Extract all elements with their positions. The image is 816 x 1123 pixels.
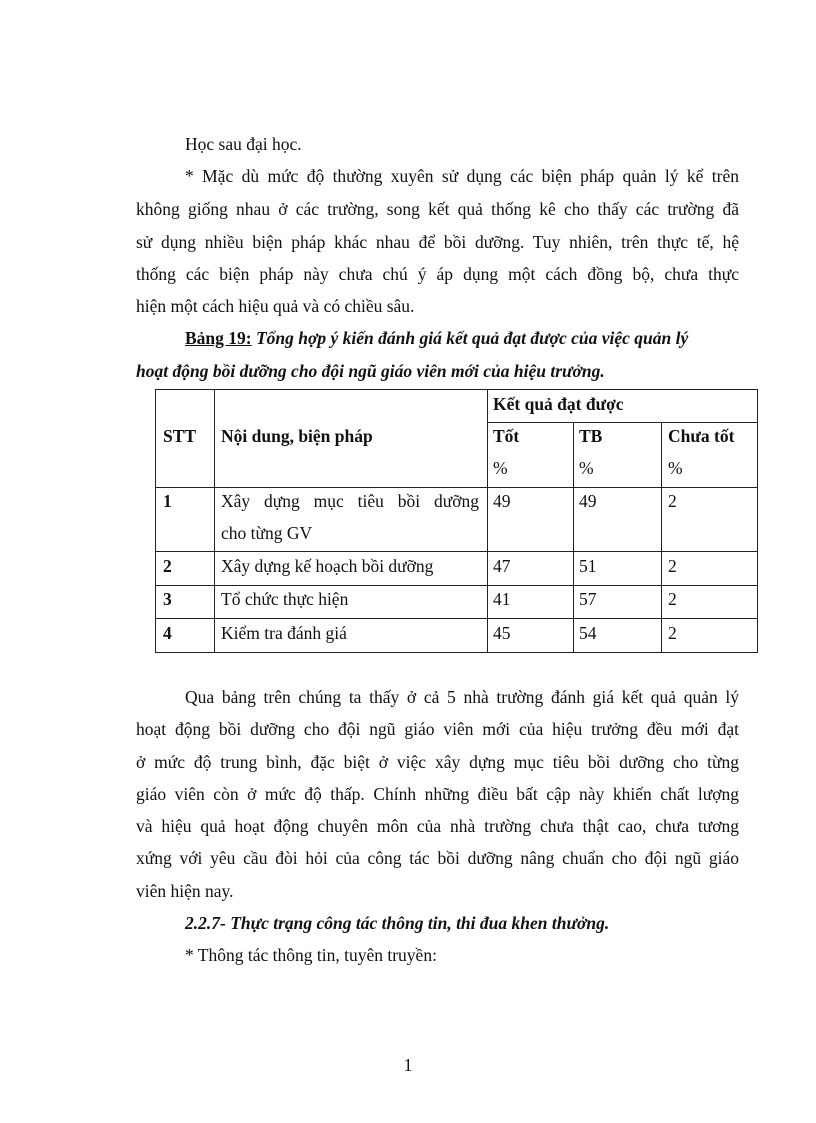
row-tot: 45 (493, 623, 511, 643)
table-caption (185, 328, 739, 348)
text-line: xứng với yêu cầu đòi hỏi của công tác bồi dưỡng nâng chuẩn cho đội ngũ giáo (136, 848, 739, 868)
text-line: hiện một cách hiệu quả và có chiều sâu. (136, 296, 415, 316)
row-content: Tổ chức thực hiện (221, 589, 349, 609)
table-border (155, 585, 758, 586)
table-border (661, 422, 662, 653)
row-content: Xây dựng mục tiêu bồi dưỡng (221, 491, 479, 511)
row-tot: 47 (493, 556, 511, 576)
header-unit: % (668, 458, 683, 478)
row-chua-tot: 2 (668, 556, 677, 576)
table-border (155, 652, 758, 653)
table-border (487, 422, 758, 423)
page-number: 1 (403, 1055, 413, 1075)
row-tb: 51 (579, 556, 597, 576)
caption-label: Bảng 19: (185, 328, 252, 348)
header-chua-tot: Chưa tốt (668, 426, 735, 446)
row-tb: 49 (579, 491, 597, 511)
row-tb: 54 (579, 623, 597, 643)
text-line: ở mức độ trung bình, đặc biệt ở việc xây dựng mục tiêu bồi dưỡng cho từng (136, 752, 739, 772)
table-border (155, 389, 758, 390)
row-stt: 4 (163, 623, 172, 643)
header-unit: % (579, 458, 594, 478)
table-border (155, 389, 156, 653)
text-line: Qua bảng trên chúng ta thấy ở cả 5 nhà trường đánh giá kết quả quản lý (185, 687, 739, 707)
text-line: không giống nhau ở các trường, song kết quả thống kê cho thấy các trường đã (136, 199, 739, 219)
section-heading: 2.2.7- Thực trạng công tác thông tin, thi đua khen thưởng. (185, 913, 610, 933)
header-group: Kết quả đạt được (493, 394, 624, 414)
text-line: * Mặc dù mức độ thường xuyên sử dụng các biện pháp quản lý kể trên (185, 166, 739, 186)
row-chua-tot: 2 (668, 623, 677, 643)
header-tb: TB (579, 426, 603, 446)
table-border (214, 389, 215, 653)
row-tot: 49 (493, 491, 511, 511)
row-stt: 3 (163, 589, 172, 609)
text-line: thống các biện pháp này chưa chú ý áp dụng một cách đồng bộ, chưa thực (136, 264, 739, 284)
row-content-cont: cho từng GV (221, 523, 313, 543)
row-content: Xây dựng kế hoạch bồi dưỡng (221, 556, 434, 576)
header-content: Nội dung, biện pháp (221, 426, 373, 446)
table-caption-cont: hoạt động bồi dưỡng cho đội ngũ giáo viên mới của hiệu trưởng. (136, 361, 605, 381)
text-line: sử dụng nhiều biện pháp khác nhau để bồi dưỡng. Tuy nhiên, trên thực tế, hệ (136, 232, 739, 252)
table-border (155, 487, 758, 488)
row-tb: 57 (579, 589, 597, 609)
table-border (757, 389, 758, 653)
table-border (487, 389, 488, 653)
row-content: Kiểm tra đánh giá (221, 623, 347, 643)
row-chua-tot: 2 (668, 589, 677, 609)
row-tot: 41 (493, 589, 511, 609)
section-bullet: * Thông tác thông tin, tuyên truyền: (185, 945, 437, 965)
row-chua-tot: 2 (668, 491, 677, 511)
header-stt: STT (163, 426, 197, 446)
header-tot: Tốt (493, 426, 520, 446)
table-border (155, 618, 758, 619)
caption-title: Tổng hợp ý kiến đánh giá kết quả đạt được của việc quản lý (255, 328, 689, 348)
row-stt: 1 (163, 491, 172, 511)
results-table (155, 389, 758, 653)
table-border (155, 551, 758, 552)
text-line: Học sau đại học. (185, 134, 302, 154)
text-line: giáo viên còn ở mức độ thấp. Chính những điều bất cập này khiến chất lượng (136, 784, 739, 804)
table-border (573, 422, 574, 653)
header-unit: % (493, 458, 508, 478)
text-line: hoạt động bồi dưỡng cho đội ngũ giáo viên mới của hiệu trưởng đều mới đạt (136, 719, 739, 739)
text-line: viên hiện nay. (136, 881, 234, 901)
row-stt: 2 (163, 556, 172, 576)
text-line: và hiệu quả hoạt động chuyên môn của nhà trường chưa thật cao, chưa tương (136, 816, 739, 836)
